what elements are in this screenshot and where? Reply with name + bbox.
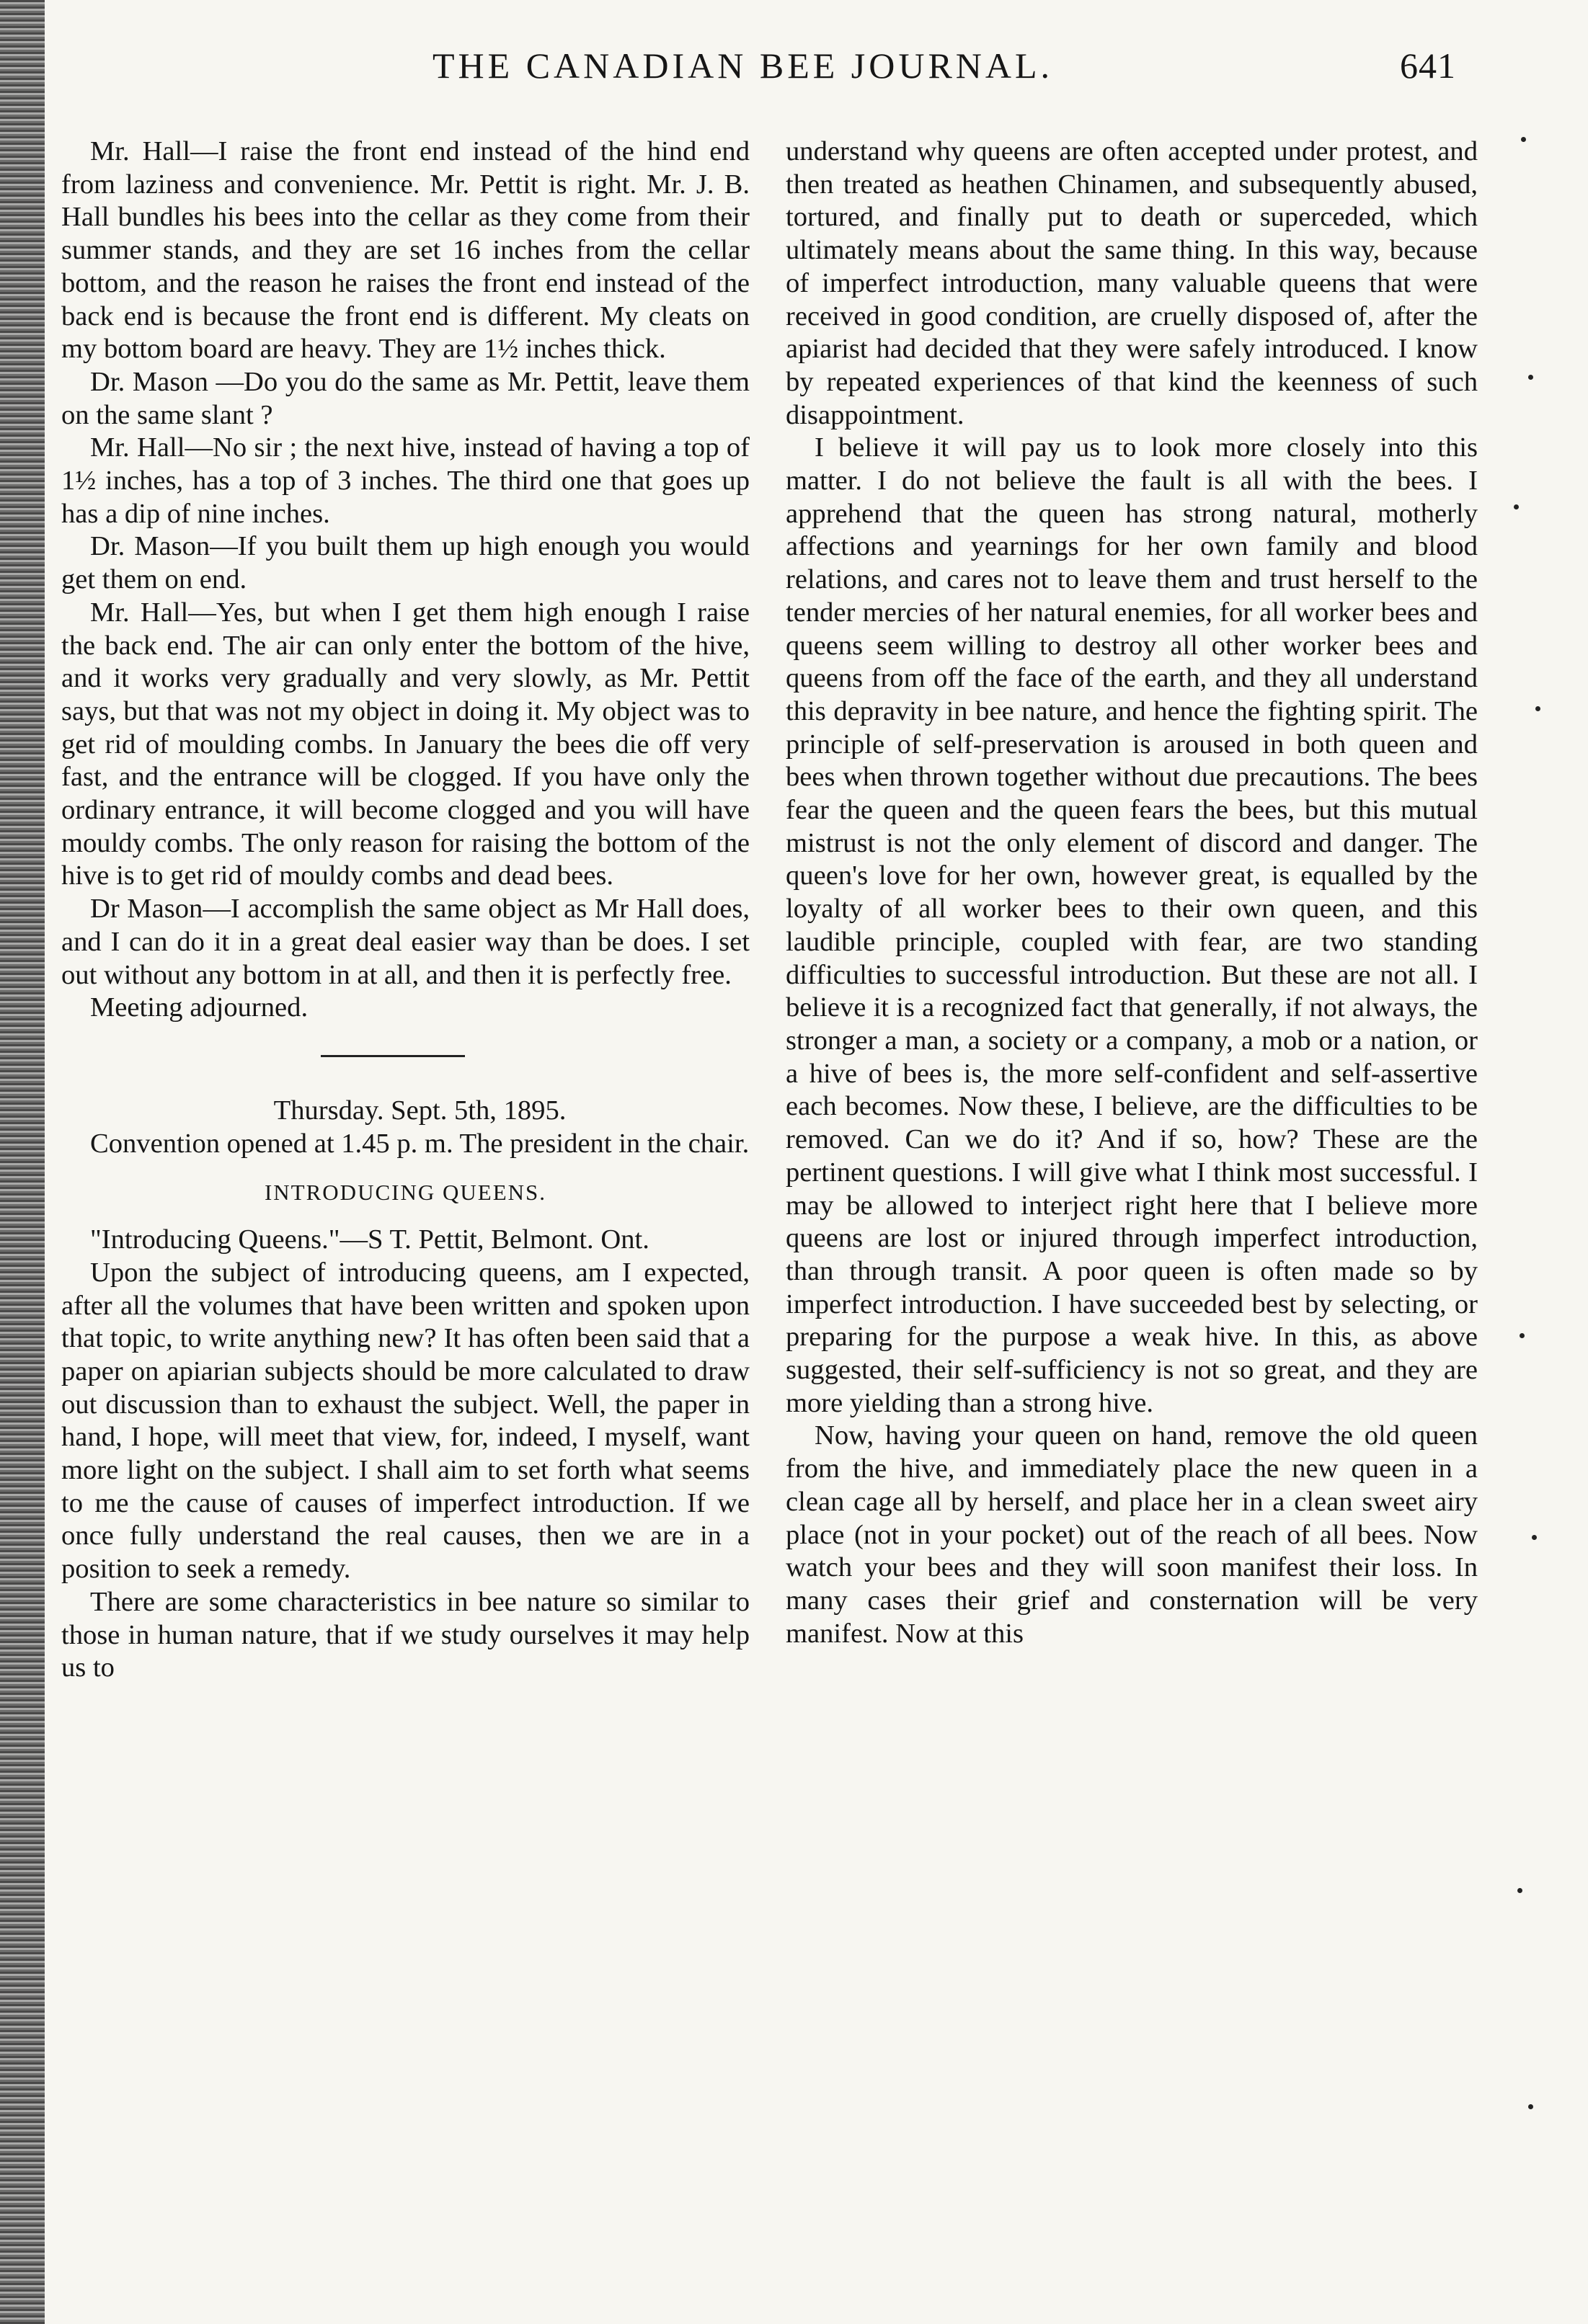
paragraph: Now, having your queen on hand, remove the old queen from the hive, and immediately place the new queen in a clean cage all by herself, and place her in a clean sweet airy place (not in your pocket) out of the reach of all bees. Now watch your bees and they will soon manifest their loss. In many cases their grief and consternation will be very manifest. Now at this — [786, 1420, 1478, 1649]
speck — [1532, 1535, 1537, 1540]
right-column — [786, 135, 1478, 1650]
paragraph: Mr. Hall—Yes, but when I get them high enough I raise the back end. The air can only enter the bottom of the hive, and it works very gradually and very slowly, as Mr. Pettit says, but that was not my object in doing it. My object was to get rid of moulding combs. In January the bees die off very fast, and the entrance will be clogged. If you have only the ordinary entrance, it will become clogged and you will have mouldy combs. The only reason for raising the bottom of the hive is to get rid of mouldy combs and dead bees. — [61, 597, 750, 891]
paragraph: Meeting adjourned. — [90, 992, 309, 1023]
paragraph: Upon the subject of introducing queens, am I expected, after all the volumes that have been written and spoken upon that topic, to write anything new? It has often been said that a paper on apiarian subjects should be more calculated to draw out discussion than to exhaust the subject. Well, the paper in hand, I hope, will meet that view, for, indeed, I myself, want more light on the subject. I shall aim to set forth what seems to me the cause of causes of imperfect introduction. If we once fully understand the real causes, then we are in a position to seek a remedy. — [61, 1257, 750, 1585]
convention-paragraph: Convention opened at 1.45 p. m. The president in the chair. — [90, 1128, 750, 1159]
section-heading: INTRODUCING QUEENS. — [264, 1180, 547, 1206]
journal-title: THE CANADIAN BEE JOURNAL. — [433, 45, 1054, 86]
paragraph: There are some characteristics in bee nature so similar to those in human nature, that if we study ourselves it may help us to — [61, 1586, 750, 1683]
date-line: Thursday. Sept. 5th, 1895. — [273, 1095, 567, 1126]
speck — [1520, 1333, 1525, 1338]
speck — [1535, 706, 1540, 711]
left-column — [61, 135, 750, 1685]
speck — [1528, 2104, 1533, 2109]
speck — [1521, 137, 1526, 142]
paragraph: understand why queens are often accepted under protest, and then treated as heathen Chinamen, and subsequently abused, tortured, and finally put to death or superceded, which ultimately means about the same thing. In this way, because of imperfect introduction, many valuable queens that were received in good condition, are cruelly disposed of, after the apiarist had decided that they were safely introduced. I know by repeated experiences of that kind the keenness of such disappointment. — [786, 136, 1478, 430]
paragraph: I believe it will pay us to look more closely into this matter. I do not believe the fault is all with the bees. I apprehend that the queen has strong natural, motherly affections and yearnings for her own family and blood relations, and cares not to leave them and trust herself to the tender mercies of her natural enemies, for all worker bees and queens seem willing to destroy all other worker bees and queens from off the face of the earth, and they all understand this depravity in bee nature, and hence the fighting spirit. The principle of self-preservation is aroused in both queen and bees when thrown together without due precautions. The bees fear the queen and the queen fears the bees, but this mutual mistrust is not the only element of discord and danger. The queen's love for her own, however great, is equalled by the loyalty of all worker bees to their own queen, and this laudible principle, coupled with fear, are two standing difficulties to successful introduction. But these are not all. I believe it is a recognized fact that generally, if not always, the stronger a man, a society or a company, a mob or a nation, or a hive of bees is, the more self-confident and self-assertive each becomes. Now these, I believe, are the difficulties to be removed. Can we do it? And if so, how? These are the pertinent questions. I will give what I think most successful. I may be allowed to interject right here that I believe more queens are lost or injured through imperfect introduction, than through transit. A poor queen is often made so by imperfect introduction. I have succeeded best by selecting, or preparing for the purpose a weak hive. In this, as above suggested, their self-sufficiency is not so great, and they are more yielding than a strong hive. — [786, 432, 1478, 1418]
byline: "Introducing Queens."—S T. Pettit, Belmont. Ont. — [90, 1224, 649, 1255]
section-divider — [321, 1055, 465, 1057]
speck — [1514, 504, 1519, 509]
paragraph: Dr Mason—I accomplish the same object as Mr Hall does, and I can do it in a great deal easier way than be does. I set out without any bottom in at all, and then it is perfectly free. — [61, 894, 750, 990]
page-header — [404, 45, 1456, 95]
speck — [1528, 375, 1533, 380]
paragraph: Mr. Hall—I raise the front end instead of the hind end from laziness and convenience. Mr. Pettit is right. Mr. J. B. Hall bundles his bees into the cellar as they come from their summer stands, and they are set 16 inches from the cellar bottom, and the reason he raises the front end instead of the back end is because the front end is different. My cleats on my bottom board are heavy. They are 1½ inches thick. — [61, 136, 750, 365]
paragraph: Dr. Mason—If you built them up high enough you would get them on end. — [61, 531, 750, 595]
paragraph: Dr. Mason —Do you do the same as Mr. Pettit, leave them on the same slant ? — [61, 366, 750, 430]
binding-edge — [0, 0, 45, 2324]
paragraph: Mr. Hall—No sir ; the next hive, instead of having a top of 1½ inches, has a top of 3 inches. The third one that goes up has a dip of nine inches. — [61, 432, 750, 529]
page-number: 641 — [1400, 45, 1456, 86]
speck — [1517, 1888, 1522, 1893]
